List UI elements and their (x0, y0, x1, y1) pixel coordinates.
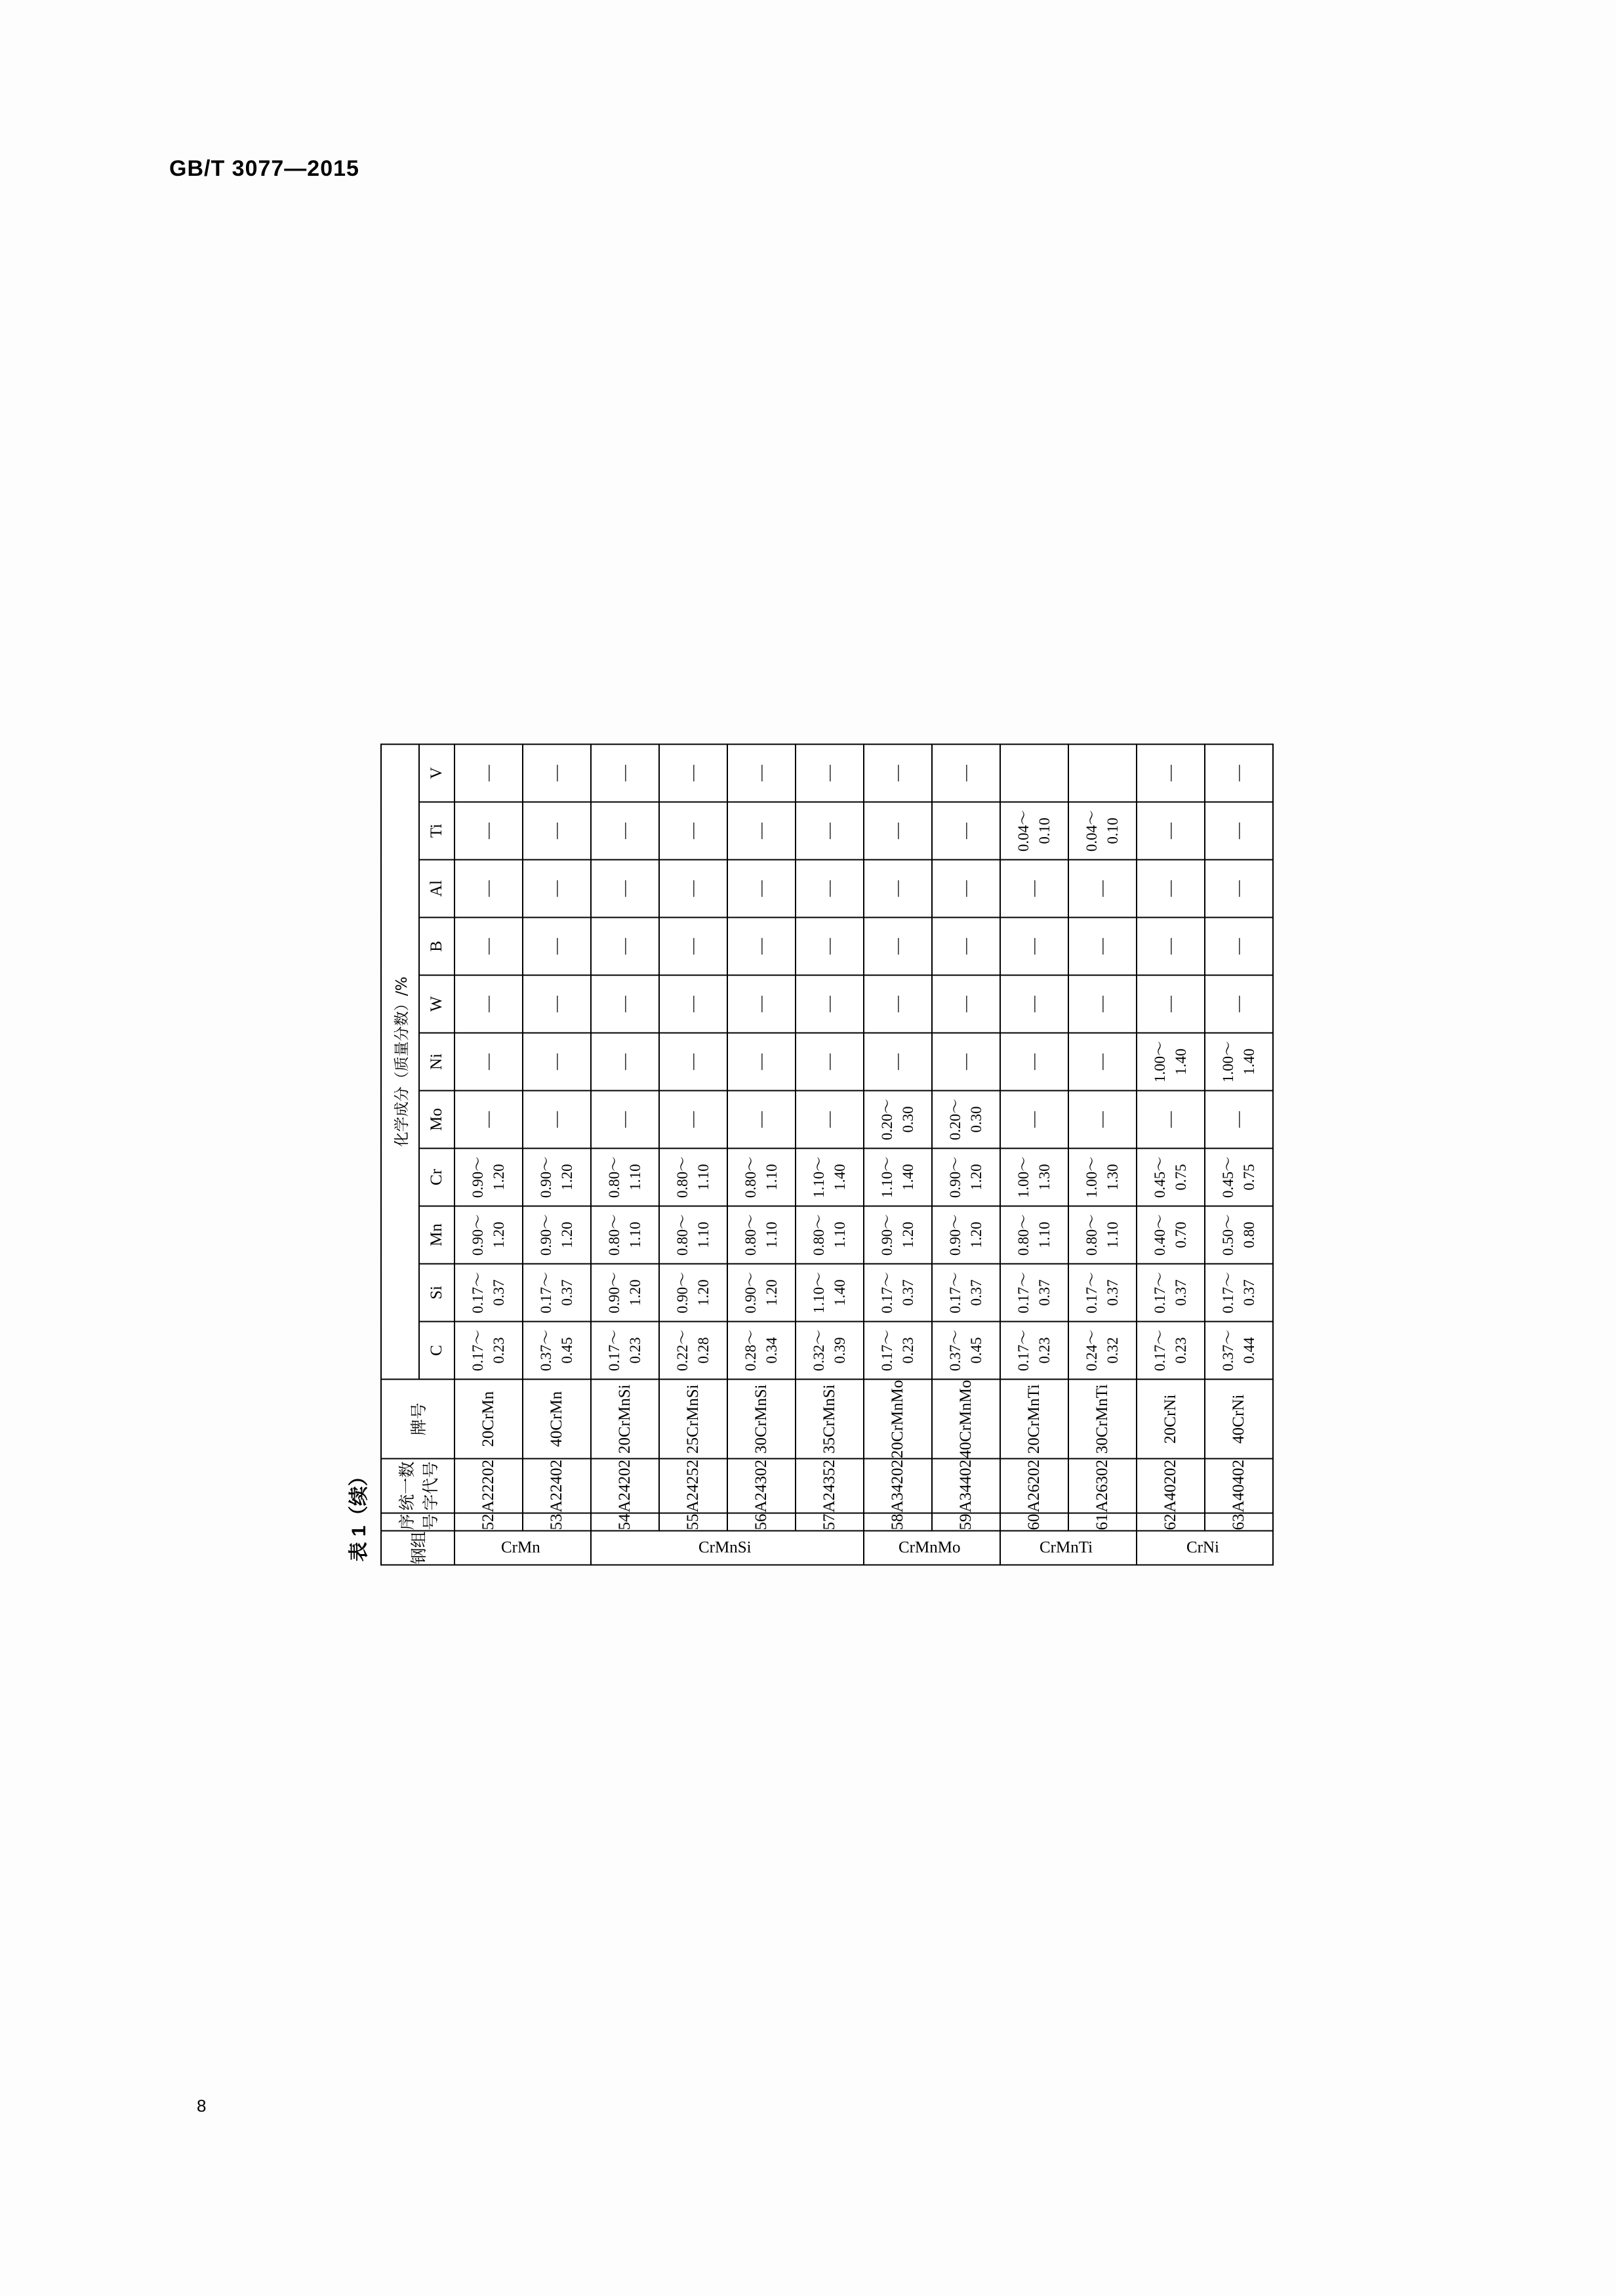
element-Mn-cell: 0.80～ 1.10 (796, 1206, 864, 1263)
element-Al-cell: — (1205, 859, 1273, 917)
element-Cr-cell: 0.90～ 1.20 (455, 1148, 523, 1206)
element-Mo-cell: — (523, 1090, 591, 1148)
element-B-cell: — (591, 917, 659, 975)
table-head-row-1 (381, 744, 419, 1565)
element-Mn-cell: 0.80～ 1.10 (1000, 1206, 1068, 1263)
element-Mo-cell: — (591, 1090, 659, 1148)
element-Mn-cell: 0.90～ 1.20 (455, 1206, 523, 1263)
element-Ni-cell: — (1068, 1033, 1137, 1090)
element-Mo-cell: — (1000, 1090, 1068, 1148)
grade-cell: 40CrMn (523, 1379, 591, 1458)
seq-cell: 60 (1000, 1513, 1068, 1531)
element-C-cell: 0.22～ 0.28 (659, 1321, 727, 1379)
element-Cr-cell: 1.10～ 1.40 (864, 1148, 932, 1206)
element-V-cell (1068, 744, 1137, 802)
unified-code-cell: A26202 (1000, 1459, 1068, 1513)
col-element-Si: Si (419, 1263, 455, 1321)
steel-group-cell: CrMnSi (591, 1531, 864, 1565)
element-Cr-cell: 0.45～ 0.75 (1137, 1148, 1205, 1206)
grade-cell: 20CrMnSi (591, 1379, 659, 1458)
element-Mn-cell: 0.40～ 0.70 (1137, 1206, 1205, 1263)
element-Mo-cell: — (659, 1090, 727, 1148)
element-Mo-cell: 0.20～ 0.30 (864, 1090, 932, 1148)
element-V-cell: — (1205, 744, 1273, 802)
seq-cell: 59 (932, 1513, 1000, 1531)
col-seq: 序号 (381, 1513, 455, 1531)
element-V-cell: — (932, 744, 1000, 802)
element-V-cell: — (864, 744, 932, 802)
element-B-cell: — (796, 917, 864, 975)
col-element-Al: Al (419, 859, 455, 917)
element-Mo-cell: — (1137, 1090, 1205, 1148)
steel-group-cell: CrMnTi (1000, 1531, 1137, 1565)
unified-code-cell: A40202 (1137, 1459, 1205, 1513)
element-V-cell: — (591, 744, 659, 802)
col-element-Mo: Mo (419, 1090, 455, 1148)
col-unified-code: 统一数字代号 (381, 1459, 455, 1513)
element-Si-cell: 0.17～ 0.37 (932, 1263, 1000, 1321)
grade-cell: 30CrMnTi (1068, 1379, 1137, 1458)
col-element-Mn: Mn (419, 1206, 455, 1263)
element-Ti-cell: — (1205, 802, 1273, 859)
element-W-cell: — (455, 975, 523, 1033)
element-W-cell: — (1000, 975, 1068, 1033)
element-Cr-cell: 0.90～ 1.20 (932, 1148, 1000, 1206)
element-C-cell: 0.24～ 0.32 (1068, 1321, 1137, 1379)
element-Ni-cell: — (659, 1033, 727, 1090)
element-C-cell: 0.32～ 0.39 (796, 1321, 864, 1379)
col-element-Cr: Cr (419, 1148, 455, 1206)
element-B-cell: — (864, 917, 932, 975)
element-Mn-cell: 0.90～ 1.20 (864, 1206, 932, 1263)
element-Si-cell: 0.17～ 0.37 (523, 1263, 591, 1321)
element-Cr-cell: 0.80～ 1.10 (659, 1148, 727, 1206)
element-C-cell: 0.28～ 0.34 (727, 1321, 796, 1379)
table-row (591, 744, 659, 1565)
table-head (381, 744, 455, 1565)
table-row (727, 744, 796, 1565)
element-Ni-cell: — (796, 1033, 864, 1090)
col-element-Ti: Ti (419, 802, 455, 859)
grade-cell: 20CrMnMo (864, 1379, 932, 1458)
seq-cell: 56 (727, 1513, 796, 1531)
element-Cr-cell: 1.00～ 1.30 (1068, 1148, 1137, 1206)
element-B-cell: — (659, 917, 727, 975)
element-Mn-cell: 0.90～ 1.20 (932, 1206, 1000, 1263)
col-element-W: W (419, 975, 455, 1033)
element-W-cell: — (1068, 975, 1137, 1033)
element-B-cell: — (727, 917, 796, 975)
element-Si-cell: 0.17～ 0.37 (455, 1263, 523, 1321)
element-Mo-cell: — (727, 1090, 796, 1148)
grade-cell: 35CrMnSi (796, 1379, 864, 1458)
element-Ti-cell: — (455, 802, 523, 859)
unified-code-cell: A24252 (659, 1459, 727, 1513)
unified-code-cell: A22402 (523, 1459, 591, 1513)
element-Al-cell: — (659, 859, 727, 917)
element-Ti-cell: — (932, 802, 1000, 859)
seq-cell: 53 (523, 1513, 591, 1531)
grade-cell: 40CrMnMo (932, 1379, 1000, 1458)
element-W-cell: — (523, 975, 591, 1033)
element-Ti-cell: — (796, 802, 864, 859)
element-Ti-cell: — (864, 802, 932, 859)
unified-code-cell: A34402 (932, 1459, 1000, 1513)
element-Al-cell: — (1068, 859, 1137, 917)
element-Al-cell: — (523, 859, 591, 917)
element-Cr-cell: 0.45～ 0.75 (1205, 1148, 1273, 1206)
element-B-cell: — (1068, 917, 1137, 975)
element-Mo-cell: — (1068, 1090, 1137, 1148)
unified-code-cell: A24302 (727, 1459, 796, 1513)
element-Mn-cell: 0.80～ 1.10 (1068, 1206, 1137, 1263)
grade-cell: 20CrNi (1137, 1379, 1205, 1458)
col-element-V: V (419, 744, 455, 802)
element-Cr-cell: 0.80～ 1.10 (591, 1148, 659, 1206)
element-Ti-cell: — (591, 802, 659, 859)
col-element-Ni: Ni (419, 1033, 455, 1090)
unified-code-cell: A26302 (1068, 1459, 1137, 1513)
element-Cr-cell: 1.00～ 1.30 (1000, 1148, 1068, 1206)
element-Ti-cell: 0.04～ 0.10 (1068, 802, 1137, 859)
element-Al-cell: — (591, 859, 659, 917)
element-V-cell: — (796, 744, 864, 802)
table-row (659, 744, 727, 1565)
element-Mo-cell: — (455, 1090, 523, 1148)
table-row (455, 744, 523, 1565)
element-C-cell: 0.17～ 0.23 (455, 1321, 523, 1379)
element-Al-cell: — (727, 859, 796, 917)
element-V-cell: — (523, 744, 591, 802)
element-Si-cell: 0.17～ 0.37 (1137, 1263, 1205, 1321)
seq-cell: 55 (659, 1513, 727, 1531)
table-row (932, 744, 1000, 1565)
page-number: 8 (197, 2096, 207, 2116)
col-element-C: C (419, 1321, 455, 1379)
element-C-cell: 0.17～ 0.23 (1137, 1321, 1205, 1379)
element-W-cell: — (1137, 975, 1205, 1033)
element-W-cell: — (591, 975, 659, 1033)
element-Mo-cell: — (796, 1090, 864, 1148)
element-B-cell: — (523, 917, 591, 975)
element-Mn-cell: 0.50～ 0.80 (1205, 1206, 1273, 1263)
unified-code-cell: A24202 (591, 1459, 659, 1513)
element-Ni-cell: 1.00～ 1.40 (1205, 1033, 1273, 1090)
element-Ni-cell: 1.00～ 1.40 (1137, 1033, 1205, 1090)
element-Cr-cell: 0.90～ 1.20 (523, 1148, 591, 1206)
table-row (523, 744, 591, 1565)
grade-cell: 30CrMnSi (727, 1379, 796, 1458)
element-C-cell: 0.17～ 0.23 (591, 1321, 659, 1379)
element-Ti-cell: — (1137, 802, 1205, 859)
table-row (796, 744, 864, 1565)
table-row (1137, 744, 1205, 1565)
unified-code-cell: A22202 (455, 1459, 523, 1513)
col-steel-group: 钢组 (381, 1531, 455, 1565)
seq-cell: 62 (1137, 1513, 1205, 1531)
page-header-standard: GB/T 3077—2015 (169, 156, 359, 181)
element-W-cell: — (659, 975, 727, 1033)
table-row (1205, 744, 1273, 1565)
element-Ni-cell: — (932, 1033, 1000, 1090)
element-B-cell: — (932, 917, 1000, 975)
table-row (1068, 744, 1137, 1565)
element-C-cell: 0.17～ 0.23 (1000, 1321, 1068, 1379)
element-V-cell: — (1137, 744, 1205, 802)
element-Cr-cell: 0.80～ 1.10 (727, 1148, 796, 1206)
element-Al-cell: — (455, 859, 523, 917)
seq-cell: 58 (864, 1513, 932, 1531)
unified-code-cell: A34202 (864, 1459, 932, 1513)
element-C-cell: 0.37～ 0.45 (932, 1321, 1000, 1379)
element-Ti-cell: 0.04～ 0.10 (1000, 802, 1068, 859)
grade-cell: 20CrMnTi (1000, 1379, 1068, 1458)
element-B-cell: — (1000, 917, 1068, 975)
element-Al-cell: — (864, 859, 932, 917)
element-Si-cell: 0.90～ 1.20 (591, 1263, 659, 1321)
seq-cell: 57 (796, 1513, 864, 1531)
col-element-B: B (419, 917, 455, 975)
element-V-cell: — (455, 744, 523, 802)
element-C-cell: 0.37～ 0.44 (1205, 1321, 1273, 1379)
element-V-cell: — (727, 744, 796, 802)
element-Al-cell: — (796, 859, 864, 917)
element-Ni-cell: — (455, 1033, 523, 1090)
grade-cell: 20CrMn (455, 1379, 523, 1458)
element-C-cell: 0.17～ 0.23 (864, 1321, 932, 1379)
element-Mn-cell: 0.80～ 1.10 (727, 1206, 796, 1263)
element-Mn-cell: 0.80～ 1.10 (591, 1206, 659, 1263)
table-title: 表 1（续） (348, 1466, 370, 1562)
element-Mo-cell: — (1205, 1090, 1273, 1148)
steel-group-cell: CrMnMo (864, 1531, 1000, 1565)
element-Si-cell: 1.10～ 1.40 (796, 1263, 864, 1321)
seq-cell: 63 (1205, 1513, 1273, 1531)
element-Ni-cell: — (523, 1033, 591, 1090)
element-Ni-cell: — (591, 1033, 659, 1090)
element-Ni-cell: — (1000, 1033, 1068, 1090)
steel-group-cell: CrMn (455, 1531, 591, 1565)
element-Mn-cell: 0.80～ 1.10 (659, 1206, 727, 1263)
element-Al-cell: — (1137, 859, 1205, 917)
unified-code-cell: A24352 (796, 1459, 864, 1513)
grade-cell: 25CrMnSi (659, 1379, 727, 1458)
element-Si-cell: 0.17～ 0.37 (1205, 1263, 1273, 1321)
table-row (1000, 744, 1068, 1565)
seq-cell: 54 (591, 1513, 659, 1531)
element-Mn-cell: 0.90～ 1.20 (523, 1206, 591, 1263)
element-Ti-cell: — (523, 802, 591, 859)
element-C-cell: 0.37～ 0.45 (523, 1321, 591, 1379)
col-group-chemical-composition: 化学成分（质量分数）/% (381, 744, 419, 1379)
element-Ni-cell: — (864, 1033, 932, 1090)
element-Ti-cell: — (727, 802, 796, 859)
steel-group-cell: CrNi (1137, 1531, 1273, 1565)
table-row (864, 744, 932, 1565)
element-B-cell: — (1205, 917, 1273, 975)
element-Si-cell: 0.90～ 1.20 (727, 1263, 796, 1321)
rotated-table-inner (342, 743, 1274, 1565)
element-W-cell: — (727, 975, 796, 1033)
element-Si-cell: 0.17～ 0.37 (1068, 1263, 1137, 1321)
grade-cell: 40CrNi (1205, 1379, 1273, 1458)
element-V-cell (1000, 744, 1068, 802)
element-Mo-cell: 0.20～ 0.30 (932, 1090, 1000, 1148)
element-W-cell: — (864, 975, 932, 1033)
element-W-cell: — (1205, 975, 1273, 1033)
element-V-cell: — (659, 744, 727, 802)
element-Cr-cell: 1.10～ 1.40 (796, 1148, 864, 1206)
element-Al-cell: — (932, 859, 1000, 917)
chemical-composition-table (380, 743, 1274, 1565)
element-Ni-cell: — (727, 1033, 796, 1090)
element-Al-cell: — (1000, 859, 1068, 917)
col-grade: 牌号 (381, 1379, 455, 1458)
element-W-cell: — (796, 975, 864, 1033)
element-Si-cell: 0.17～ 0.37 (1000, 1263, 1068, 1321)
unified-code-cell: A40402 (1205, 1459, 1273, 1513)
seq-cell: 61 (1068, 1513, 1137, 1531)
element-W-cell: — (932, 975, 1000, 1033)
seq-cell: 52 (455, 1513, 523, 1531)
element-Si-cell: 0.17～ 0.37 (864, 1263, 932, 1321)
element-Ti-cell: — (659, 802, 727, 859)
element-Si-cell: 0.90～ 1.20 (659, 1263, 727, 1321)
table-body (455, 744, 1273, 1565)
element-B-cell: — (455, 917, 523, 975)
element-B-cell: — (1137, 917, 1205, 975)
